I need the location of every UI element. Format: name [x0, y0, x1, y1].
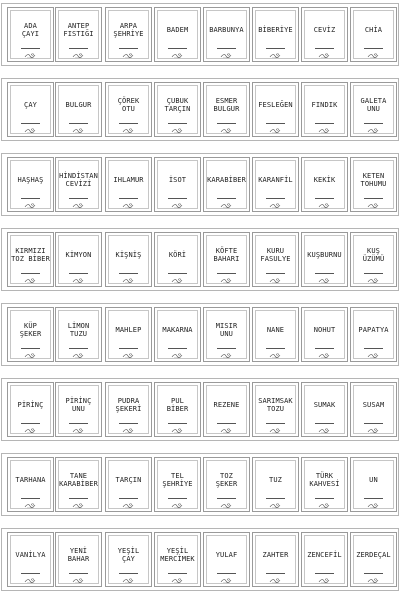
spice-label — [203, 82, 250, 137]
label-row — [1, 453, 399, 516]
spice-label — [105, 382, 152, 437]
label-row — [1, 528, 399, 591]
label-underline — [119, 573, 138, 574]
leaf-signature-icon — [269, 53, 282, 59]
spice-label — [350, 307, 397, 362]
label-underline — [119, 348, 138, 349]
leaf-signature-icon — [72, 203, 85, 209]
spice-label — [154, 307, 201, 362]
label-underline — [266, 423, 285, 424]
label-underline — [315, 48, 334, 49]
leaf-signature-icon — [171, 353, 184, 359]
label-name: KARABİBER — [207, 176, 246, 184]
label-underline — [217, 498, 236, 499]
label-name: TANE KARABİBER — [59, 472, 98, 488]
label-underline — [364, 498, 383, 499]
leaf-signature-icon — [24, 578, 37, 584]
spice-label — [55, 457, 102, 512]
spice-label — [301, 232, 348, 287]
spice-label — [55, 82, 102, 137]
label-name: PİRİNÇ — [17, 401, 44, 409]
label-name: BARBUNYA — [209, 26, 244, 34]
label-underline — [315, 423, 334, 424]
spice-label — [203, 7, 250, 62]
spice-label — [301, 307, 348, 362]
label-name: UN — [369, 476, 378, 484]
label-name: TARÇIN — [115, 476, 142, 484]
label-name: ARPA ŞEHRİYE — [113, 22, 144, 38]
spice-label — [203, 157, 250, 212]
leaf-signature-icon — [220, 503, 233, 509]
leaf-signature-icon — [171, 203, 184, 209]
spice-label — [301, 82, 348, 137]
label-name: KETEN TOHUMU — [360, 172, 387, 188]
label-name: SUMAK — [313, 401, 336, 409]
label-underline — [168, 123, 187, 124]
label-underline — [21, 198, 40, 199]
leaf-signature-icon — [122, 203, 135, 209]
spice-label — [7, 457, 54, 512]
label-underline — [315, 273, 334, 274]
label-underline — [69, 573, 88, 574]
label-underline — [168, 48, 187, 49]
label-name: KIRMIZI TOZ BİBER — [11, 247, 50, 263]
label-row — [1, 303, 399, 366]
leaf-signature-icon — [72, 128, 85, 134]
spice-label — [55, 307, 102, 362]
label-name: İSOT — [168, 176, 187, 184]
spice-label — [350, 157, 397, 212]
label-underline — [315, 498, 334, 499]
label-name: TARHANA — [15, 476, 46, 484]
spice-label — [154, 7, 201, 62]
spice-label — [7, 157, 54, 212]
label-name: KURU FASULYE — [260, 247, 291, 263]
label-underline — [364, 123, 383, 124]
label-name: KÖFTE BAHARI — [213, 247, 240, 263]
label-underline — [217, 348, 236, 349]
spice-label — [7, 532, 54, 587]
leaf-signature-icon — [318, 278, 331, 284]
label-underline — [217, 198, 236, 199]
label-name: ZENCEFİL — [307, 551, 342, 559]
label-underline — [119, 273, 138, 274]
label-name: YULAF — [215, 551, 238, 559]
leaf-signature-icon — [220, 203, 233, 209]
label-underline — [315, 123, 334, 124]
label-name: HAŞHAŞ — [17, 176, 44, 184]
label-row — [1, 228, 399, 291]
label-underline — [168, 198, 187, 199]
label-underline — [364, 423, 383, 424]
label-underline — [21, 123, 40, 124]
spice-label — [105, 457, 152, 512]
label-underline — [21, 498, 40, 499]
leaf-signature-icon — [318, 53, 331, 59]
label-name: ZAHTER — [262, 551, 289, 559]
label-name: PUDRA ŞEKERİ — [115, 397, 142, 413]
spice-label — [105, 532, 152, 587]
label-row — [1, 3, 399, 66]
spice-label — [203, 307, 250, 362]
label-name: VANİLYA — [15, 551, 46, 559]
label-name: ÇUBUK TARÇIN — [164, 97, 191, 113]
label-underline — [21, 423, 40, 424]
spice-label — [350, 457, 397, 512]
leaf-signature-icon — [220, 578, 233, 584]
leaf-signature-icon — [72, 428, 85, 434]
label-underline — [21, 48, 40, 49]
label-underline — [217, 573, 236, 574]
leaf-signature-icon — [269, 428, 282, 434]
leaf-signature-icon — [24, 53, 37, 59]
label-underline — [21, 273, 40, 274]
leaf-signature-icon — [318, 578, 331, 584]
label-name: TÜRK KAHVESİ — [309, 472, 340, 488]
label-name: SARIMSAK TOZU — [258, 397, 293, 413]
spice-label — [252, 532, 299, 587]
leaf-signature-icon — [318, 353, 331, 359]
spice-label — [252, 457, 299, 512]
spice-label — [7, 307, 54, 362]
leaf-signature-icon — [171, 128, 184, 134]
leaf-signature-icon — [171, 428, 184, 434]
leaf-signature-icon — [122, 53, 135, 59]
spice-label — [55, 7, 102, 62]
leaf-signature-icon — [72, 578, 85, 584]
label-name: KARANFİL — [258, 176, 293, 184]
leaf-signature-icon — [367, 278, 380, 284]
leaf-signature-icon — [122, 128, 135, 134]
spice-label — [252, 307, 299, 362]
label-name: TOZ ŞEKER — [215, 472, 238, 488]
label-name: ZERDEÇAL — [356, 551, 391, 559]
spice-label — [203, 382, 250, 437]
leaf-signature-icon — [122, 428, 135, 434]
label-underline — [364, 273, 383, 274]
label-underline — [217, 48, 236, 49]
label-name: FINDIK — [311, 101, 338, 109]
spice-label — [154, 457, 201, 512]
label-name: IHLAMUR — [113, 176, 144, 184]
spice-label — [7, 7, 54, 62]
leaf-signature-icon — [171, 278, 184, 284]
label-underline — [266, 348, 285, 349]
label-name: KİŞNİŞ — [115, 251, 142, 259]
spice-label — [350, 82, 397, 137]
spice-label — [55, 532, 102, 587]
leaf-signature-icon — [367, 353, 380, 359]
label-name: KÖRİ — [168, 251, 187, 259]
label-name: PUL BİBER — [166, 397, 189, 413]
leaf-signature-icon — [318, 203, 331, 209]
leaf-signature-icon — [171, 53, 184, 59]
label-underline — [21, 573, 40, 574]
spice-label — [252, 382, 299, 437]
leaf-signature-icon — [122, 278, 135, 284]
label-name: ADA ÇAYI — [21, 22, 40, 38]
label-underline — [217, 123, 236, 124]
label-name: FESLEĞEN — [258, 101, 293, 109]
label-underline — [119, 498, 138, 499]
leaf-signature-icon — [367, 128, 380, 134]
leaf-signature-icon — [24, 503, 37, 509]
label-underline — [168, 498, 187, 499]
leaf-signature-icon — [269, 578, 282, 584]
leaf-signature-icon — [72, 353, 85, 359]
label-name: MISIR UNU — [215, 322, 238, 338]
leaf-signature-icon — [220, 428, 233, 434]
leaf-signature-icon — [72, 53, 85, 59]
leaf-signature-icon — [318, 128, 331, 134]
spice-label — [105, 82, 152, 137]
spice-label — [350, 532, 397, 587]
leaf-signature-icon — [269, 203, 282, 209]
leaf-signature-icon — [318, 503, 331, 509]
spice-label — [7, 82, 54, 137]
spice-label — [7, 382, 54, 437]
spice-label — [154, 157, 201, 212]
label-underline — [266, 273, 285, 274]
label-underline — [69, 123, 88, 124]
label-name: LİMON TUZU — [67, 322, 90, 338]
label-underline — [266, 198, 285, 199]
label-row — [1, 153, 399, 216]
label-underline — [315, 573, 334, 574]
leaf-signature-icon — [367, 428, 380, 434]
label-underline — [364, 348, 383, 349]
leaf-signature-icon — [72, 278, 85, 284]
leaf-signature-icon — [318, 428, 331, 434]
label-underline — [168, 273, 187, 274]
leaf-signature-icon — [171, 503, 184, 509]
leaf-signature-icon — [24, 353, 37, 359]
label-underline — [69, 198, 88, 199]
label-underline — [364, 198, 383, 199]
label-underline — [21, 348, 40, 349]
spice-label — [252, 157, 299, 212]
spice-label — [55, 157, 102, 212]
leaf-signature-icon — [122, 503, 135, 509]
label-name: BİBERİYE — [258, 26, 293, 34]
leaf-signature-icon — [24, 203, 37, 209]
label-name: NANE — [266, 326, 285, 334]
spice-label — [105, 307, 152, 362]
leaf-signature-icon — [367, 578, 380, 584]
label-name: KUŞ ÜZÜMÜ — [362, 247, 385, 263]
label-name: KİMYON — [65, 251, 92, 259]
spice-label — [154, 82, 201, 137]
spice-label — [203, 232, 250, 287]
leaf-signature-icon — [24, 278, 37, 284]
label-name: CHİA — [364, 26, 383, 34]
leaf-signature-icon — [220, 53, 233, 59]
label-name: KÜP ŞEKER — [19, 322, 42, 338]
label-name: YEŞİL ÇAY — [117, 547, 140, 563]
leaf-signature-icon — [269, 353, 282, 359]
label-underline — [69, 48, 88, 49]
leaf-signature-icon — [269, 503, 282, 509]
label-name: ÇÖREK OTU — [117, 97, 140, 113]
spice-label — [203, 532, 250, 587]
label-underline — [119, 48, 138, 49]
spice-label — [252, 82, 299, 137]
leaf-signature-icon — [220, 278, 233, 284]
label-name: KEKİK — [313, 176, 336, 184]
spice-label — [301, 7, 348, 62]
label-underline — [364, 48, 383, 49]
label-underline — [315, 198, 334, 199]
label-underline — [69, 348, 88, 349]
spice-label — [154, 232, 201, 287]
spice-label — [7, 232, 54, 287]
label-underline — [119, 198, 138, 199]
label-underline — [217, 423, 236, 424]
label-name: KUŞBURNU — [307, 251, 342, 259]
label-underline — [168, 348, 187, 349]
spice-label — [301, 457, 348, 512]
spice-label — [350, 382, 397, 437]
label-underline — [168, 423, 187, 424]
label-underline — [266, 498, 285, 499]
label-name: YENİ BAHAR — [67, 547, 90, 563]
label-name: YEŞİL MERCİMEK — [160, 547, 195, 563]
label-underline — [69, 498, 88, 499]
label-name: CEVİZ — [313, 26, 336, 34]
spice-label — [301, 382, 348, 437]
label-underline — [69, 273, 88, 274]
label-name: MAHLEP — [115, 326, 142, 334]
label-name: ÇAY — [24, 101, 37, 109]
leaf-signature-icon — [122, 578, 135, 584]
leaf-signature-icon — [367, 53, 380, 59]
spice-label — [154, 532, 201, 587]
label-name: TEL ŞEHRİYE — [162, 472, 193, 488]
label-underline — [217, 273, 236, 274]
label-name: TUZ — [269, 476, 282, 484]
spice-label — [252, 7, 299, 62]
label-name: SUSAM — [362, 401, 385, 409]
leaf-signature-icon — [269, 278, 282, 284]
label-underline — [69, 423, 88, 424]
label-name: ESMER BULGUR — [213, 97, 240, 113]
leaf-signature-icon — [24, 428, 37, 434]
spice-label — [55, 232, 102, 287]
spice-label — [350, 232, 397, 287]
label-underline — [168, 573, 187, 574]
label-underline — [266, 123, 285, 124]
label-name: PİRİNÇ UNU — [65, 397, 92, 413]
label-name: HİNDİSTAN CEVİZİ — [59, 172, 98, 188]
label-name: BADEM — [166, 26, 189, 34]
label-underline — [119, 123, 138, 124]
leaf-signature-icon — [269, 128, 282, 134]
spice-label — [301, 157, 348, 212]
spice-label — [55, 382, 102, 437]
label-name: REZENE — [213, 401, 240, 409]
leaf-signature-icon — [24, 128, 37, 134]
leaf-signature-icon — [171, 578, 184, 584]
leaf-signature-icon — [367, 503, 380, 509]
spice-label — [154, 382, 201, 437]
spice-label — [252, 232, 299, 287]
leaf-signature-icon — [367, 203, 380, 209]
leaf-signature-icon — [220, 128, 233, 134]
label-name: NOHUT — [313, 326, 336, 334]
label-name: GALETA UNU — [360, 97, 387, 113]
spice-label — [105, 157, 152, 212]
leaf-signature-icon — [220, 353, 233, 359]
spice-label — [350, 7, 397, 62]
spice-label — [301, 532, 348, 587]
label-row — [1, 378, 399, 441]
leaf-signature-icon — [122, 353, 135, 359]
spice-label — [105, 232, 152, 287]
label-row — [1, 78, 399, 141]
label-name: ANTEP FISTIĞI — [63, 22, 94, 38]
spice-label — [105, 7, 152, 62]
spice-label — [203, 457, 250, 512]
leaf-signature-icon — [72, 503, 85, 509]
label-underline — [315, 348, 334, 349]
label-underline — [266, 573, 285, 574]
label-underline — [119, 423, 138, 424]
label-underline — [364, 573, 383, 574]
label-name: MAKARNA — [162, 326, 193, 334]
label-name: PAPATYA — [358, 326, 389, 334]
label-underline — [266, 48, 285, 49]
label-name: BULGUR — [65, 101, 92, 109]
